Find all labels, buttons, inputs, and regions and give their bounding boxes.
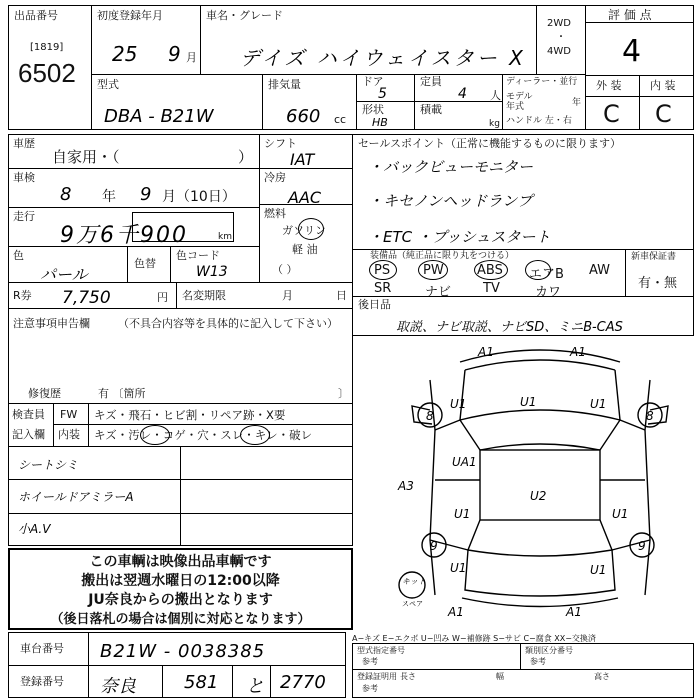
reg-label: 登録証明用: [357, 672, 397, 681]
aircon-label: 冷房: [264, 171, 286, 184]
inspector-label-1: 検査員: [12, 408, 45, 421]
circle-abs: [474, 260, 508, 280]
circle-pw: [418, 260, 448, 280]
handle-label: ハンドル 左・右: [506, 116, 572, 126]
shift-value: IAT: [290, 150, 315, 169]
circle-airbag: [525, 260, 551, 280]
lot-number: 6502: [18, 58, 76, 88]
inspection-month-unit: 月（10日）: [162, 189, 236, 205]
equip-abs: ABS: [477, 263, 503, 278]
shape-label: 形状: [362, 103, 384, 116]
mark-wheel-rl: 9: [430, 539, 438, 553]
notice-line-3: JU奈良からの搬出となります: [88, 592, 273, 608]
equip-ps: PS: [374, 263, 391, 278]
notice-line-2: 搬出は翌週水曜日の12:00以降: [81, 573, 280, 589]
plate-split-2: [232, 665, 233, 698]
equip-tv: TV: [483, 281, 500, 296]
drive-4wd: 4WD: [547, 46, 571, 57]
car-damage-diagram: [390, 340, 690, 630]
interior-label: 内 装: [650, 79, 676, 92]
door-label: ドア: [362, 75, 384, 88]
interior-check-items: キズ・汚レ・コゲ・穴・スレ・キレ・破レ: [94, 428, 313, 442]
plate-region: 奈良: [100, 676, 136, 697]
fuel-diesel: 軽 油: [292, 243, 318, 256]
mark-rear-door-right: U1: [612, 507, 629, 521]
cert-label: 型式指定番号: [357, 646, 405, 655]
sales-label: セールスポイント（正常に機能するものに限ります）: [358, 137, 622, 150]
capacity-label: 定員: [420, 75, 442, 88]
usage-label: 車歴: [13, 137, 35, 150]
reg-ref: 参考: [362, 684, 378, 693]
model-year-unit: 年: [572, 98, 582, 108]
usage-close: ）: [238, 148, 254, 166]
drive-2wd: 2WD: [547, 18, 571, 29]
car-name-value: デイズ ハイウェイスター X: [240, 46, 526, 70]
equip-sr: SR: [374, 281, 392, 296]
fuel-other: （ ）: [272, 263, 298, 276]
fw-items: キズ・飛石・ヒビ割・リペア跡・X要: [94, 408, 286, 422]
mark-front-right: A1: [570, 345, 586, 359]
interior-check-label: 内装: [58, 428, 80, 441]
inspection-year: 8: [60, 184, 72, 205]
displacement-unit: cc: [334, 113, 347, 126]
notice-line-1: この車輌は映像出品車輌です: [89, 554, 272, 570]
equipment-label: 装備品（純正品に限り丸をつける）: [370, 251, 515, 261]
registration-month: 9: [168, 42, 181, 66]
registration-year: 25: [112, 42, 138, 66]
inspector-split: [53, 403, 54, 447]
door-value: 5: [378, 86, 387, 102]
color-code-value: W13: [196, 264, 228, 280]
remarks-line-1: [8, 479, 353, 480]
shift-label: シフト: [264, 137, 297, 150]
circle-scuff: [240, 425, 270, 445]
circle-dirt: [140, 425, 170, 445]
shape-value: HB: [372, 116, 388, 129]
info-line-2: [8, 207, 259, 208]
fuel-label: 燃料: [264, 207, 286, 220]
width-label: 幅: [496, 672, 504, 681]
after-goods-value: 取説、ナビ取説、ナビSD、ミニB-CAS: [396, 320, 623, 335]
class-label: 類別区分番号: [525, 646, 573, 655]
aircon-value: AAC: [288, 188, 322, 207]
sales-point-1: ・バックビューモニター: [368, 158, 534, 176]
color-label: 色: [13, 249, 24, 262]
lot-label: 出品番号: [14, 9, 58, 22]
mark-door-left: UA1: [452, 455, 477, 469]
notice-box: [8, 548, 353, 630]
inspector-split-2: [88, 403, 89, 447]
displacement-value: 660: [286, 106, 321, 127]
recycle-value: 7,750: [62, 288, 111, 308]
plate-split-3: [270, 665, 271, 698]
mark-wheel-fl: 8: [426, 409, 434, 423]
mark-fender-left: U1: [450, 397, 467, 411]
spare-mark: キット: [402, 577, 426, 586]
plate-class: 581: [184, 672, 219, 693]
warranty-value: 有・無: [638, 276, 678, 291]
model-label: 型式: [97, 78, 119, 91]
remark-1: シートシミ: [18, 458, 79, 472]
cert-line: [352, 669, 694, 670]
chassis-value: B21W - 0038385: [100, 641, 266, 662]
mark-hood: U1: [520, 395, 537, 409]
equip-leather: カワ: [535, 285, 562, 300]
interior-value: C: [655, 100, 672, 128]
color-value: パール: [40, 265, 88, 284]
plate-label: 登録番号: [20, 675, 64, 688]
fuel-gasoline-circle: [298, 218, 324, 240]
sales-point-2: ・キセノンヘッドランプ: [368, 192, 533, 210]
recycle-label: R券: [13, 289, 32, 302]
mark-rear-left: A1: [448, 605, 464, 619]
fw-label: FW: [60, 408, 78, 421]
after-goods-label: 後日品: [358, 298, 391, 311]
load-label: 積載: [420, 103, 442, 116]
capacity-unit: 人: [490, 89, 501, 102]
mark-wheel-rr: 9: [638, 539, 646, 553]
color-code-label: 色コード: [176, 249, 220, 262]
equip-pw: PW: [423, 263, 444, 278]
grade-value: 4: [622, 34, 642, 69]
color-split-2: [170, 246, 171, 282]
mark-roof: U2: [530, 489, 547, 503]
mark-rear-right: A1: [566, 605, 582, 619]
rear-bumper: [462, 598, 618, 607]
recycle-split: [176, 282, 177, 309]
fuel-gasoline: ガソリン: [282, 224, 326, 237]
displacement-label: 排気量: [268, 78, 301, 91]
repair-close: 〕: [338, 387, 349, 400]
grade-divider-3: [585, 96, 694, 97]
notice-line-4: （後日落札の場合は個別に対応となります）: [50, 612, 311, 627]
name-change-month: 月: [282, 289, 293, 302]
roof: [480, 450, 600, 520]
chassis-label: 車台番号: [20, 642, 64, 655]
registration-label: 初度登録年月: [97, 9, 163, 22]
mark-fender-right: U1: [590, 397, 607, 411]
registration-month-unit: 月: [186, 51, 197, 64]
dealer-label: ディーラー・並行: [506, 77, 578, 87]
equip-navi: ナビ: [425, 285, 452, 300]
capacity-value: 4: [458, 86, 467, 102]
mark-wheel-fr: 8: [646, 409, 654, 423]
mileage-value: 9万6千900: [60, 223, 188, 248]
mark-side-left: A3: [398, 479, 414, 493]
plate-split-1: [162, 665, 163, 698]
damage-legend: A−キズ E−エクボ U−凹み W−補修跡 S−サビ C−腐食 XX−交換済: [352, 634, 596, 643]
inspection-month: 9: [140, 184, 152, 205]
equip-airbag: エアB: [529, 267, 564, 282]
mileage-digit-box: [132, 212, 234, 242]
class-ref: 参考: [530, 657, 546, 666]
name-change-label: 名変期限: [182, 289, 226, 302]
name-change-day: 日: [336, 289, 347, 302]
usage-value: 自家用・（: [52, 148, 120, 166]
spare-label: スペア: [402, 600, 423, 608]
remarks-line-2: [8, 513, 353, 514]
height-label: 高さ: [594, 672, 610, 681]
inspector-label-2: 記入欄: [12, 428, 45, 441]
sales-point-3: ・ETC ・プッシュスタート: [368, 228, 551, 246]
inspection-label: 車検: [13, 171, 35, 184]
color-split: [127, 246, 128, 282]
exterior-label: 外 装: [596, 79, 622, 92]
load-unit: kg: [489, 119, 500, 129]
inspection-year-unit: 年: [102, 189, 116, 205]
exterior-value: C: [603, 100, 620, 128]
equip-aw: AW: [589, 263, 611, 278]
circle-ps: [369, 260, 397, 280]
info-split: [259, 134, 260, 282]
cert-ref: 参考: [362, 657, 378, 666]
mark-quarter-left: U1: [450, 561, 467, 575]
model-year-label: モデル年式: [506, 92, 533, 112]
remarks-split: [180, 446, 181, 546]
remark-3: 小A.V: [18, 522, 51, 536]
recycle-unit: 円: [157, 291, 168, 304]
plate-kana: と: [246, 676, 264, 697]
notes-sub: （不具合内容等を具体的に記入して下さい）: [118, 317, 338, 330]
plate-number: 2770: [280, 672, 326, 693]
lot-code: [1819]: [30, 42, 64, 53]
mileage-unit: km: [218, 232, 232, 242]
color-swap-label: 色替: [134, 257, 156, 270]
cert-split: [520, 643, 521, 669]
grade-split: [639, 75, 640, 130]
mark-rear-door-left: U1: [454, 507, 471, 521]
mileage-label: 走行: [13, 210, 35, 223]
repair-value: 有 〔箇所: [98, 387, 146, 400]
model-value: DBA - B21W: [104, 106, 214, 127]
grade-label: 評 価 点: [608, 8, 652, 22]
mark-quarter-right: U1: [590, 563, 607, 577]
notes-label: 注意事項申告欄: [13, 317, 90, 330]
car-name-label: 車名・グレード: [206, 9, 283, 22]
inspector-mid: [53, 424, 353, 425]
length-label: 長さ: [400, 672, 416, 681]
warranty-label: 新車保証書: [631, 252, 677, 262]
grade-divider: [585, 22, 694, 23]
mark-front-left: A1: [478, 345, 494, 359]
repair-label: 修復歴: [28, 387, 61, 400]
remark-2: ホイールドアミラーA: [18, 490, 134, 504]
drive-dot: ・: [556, 32, 566, 43]
